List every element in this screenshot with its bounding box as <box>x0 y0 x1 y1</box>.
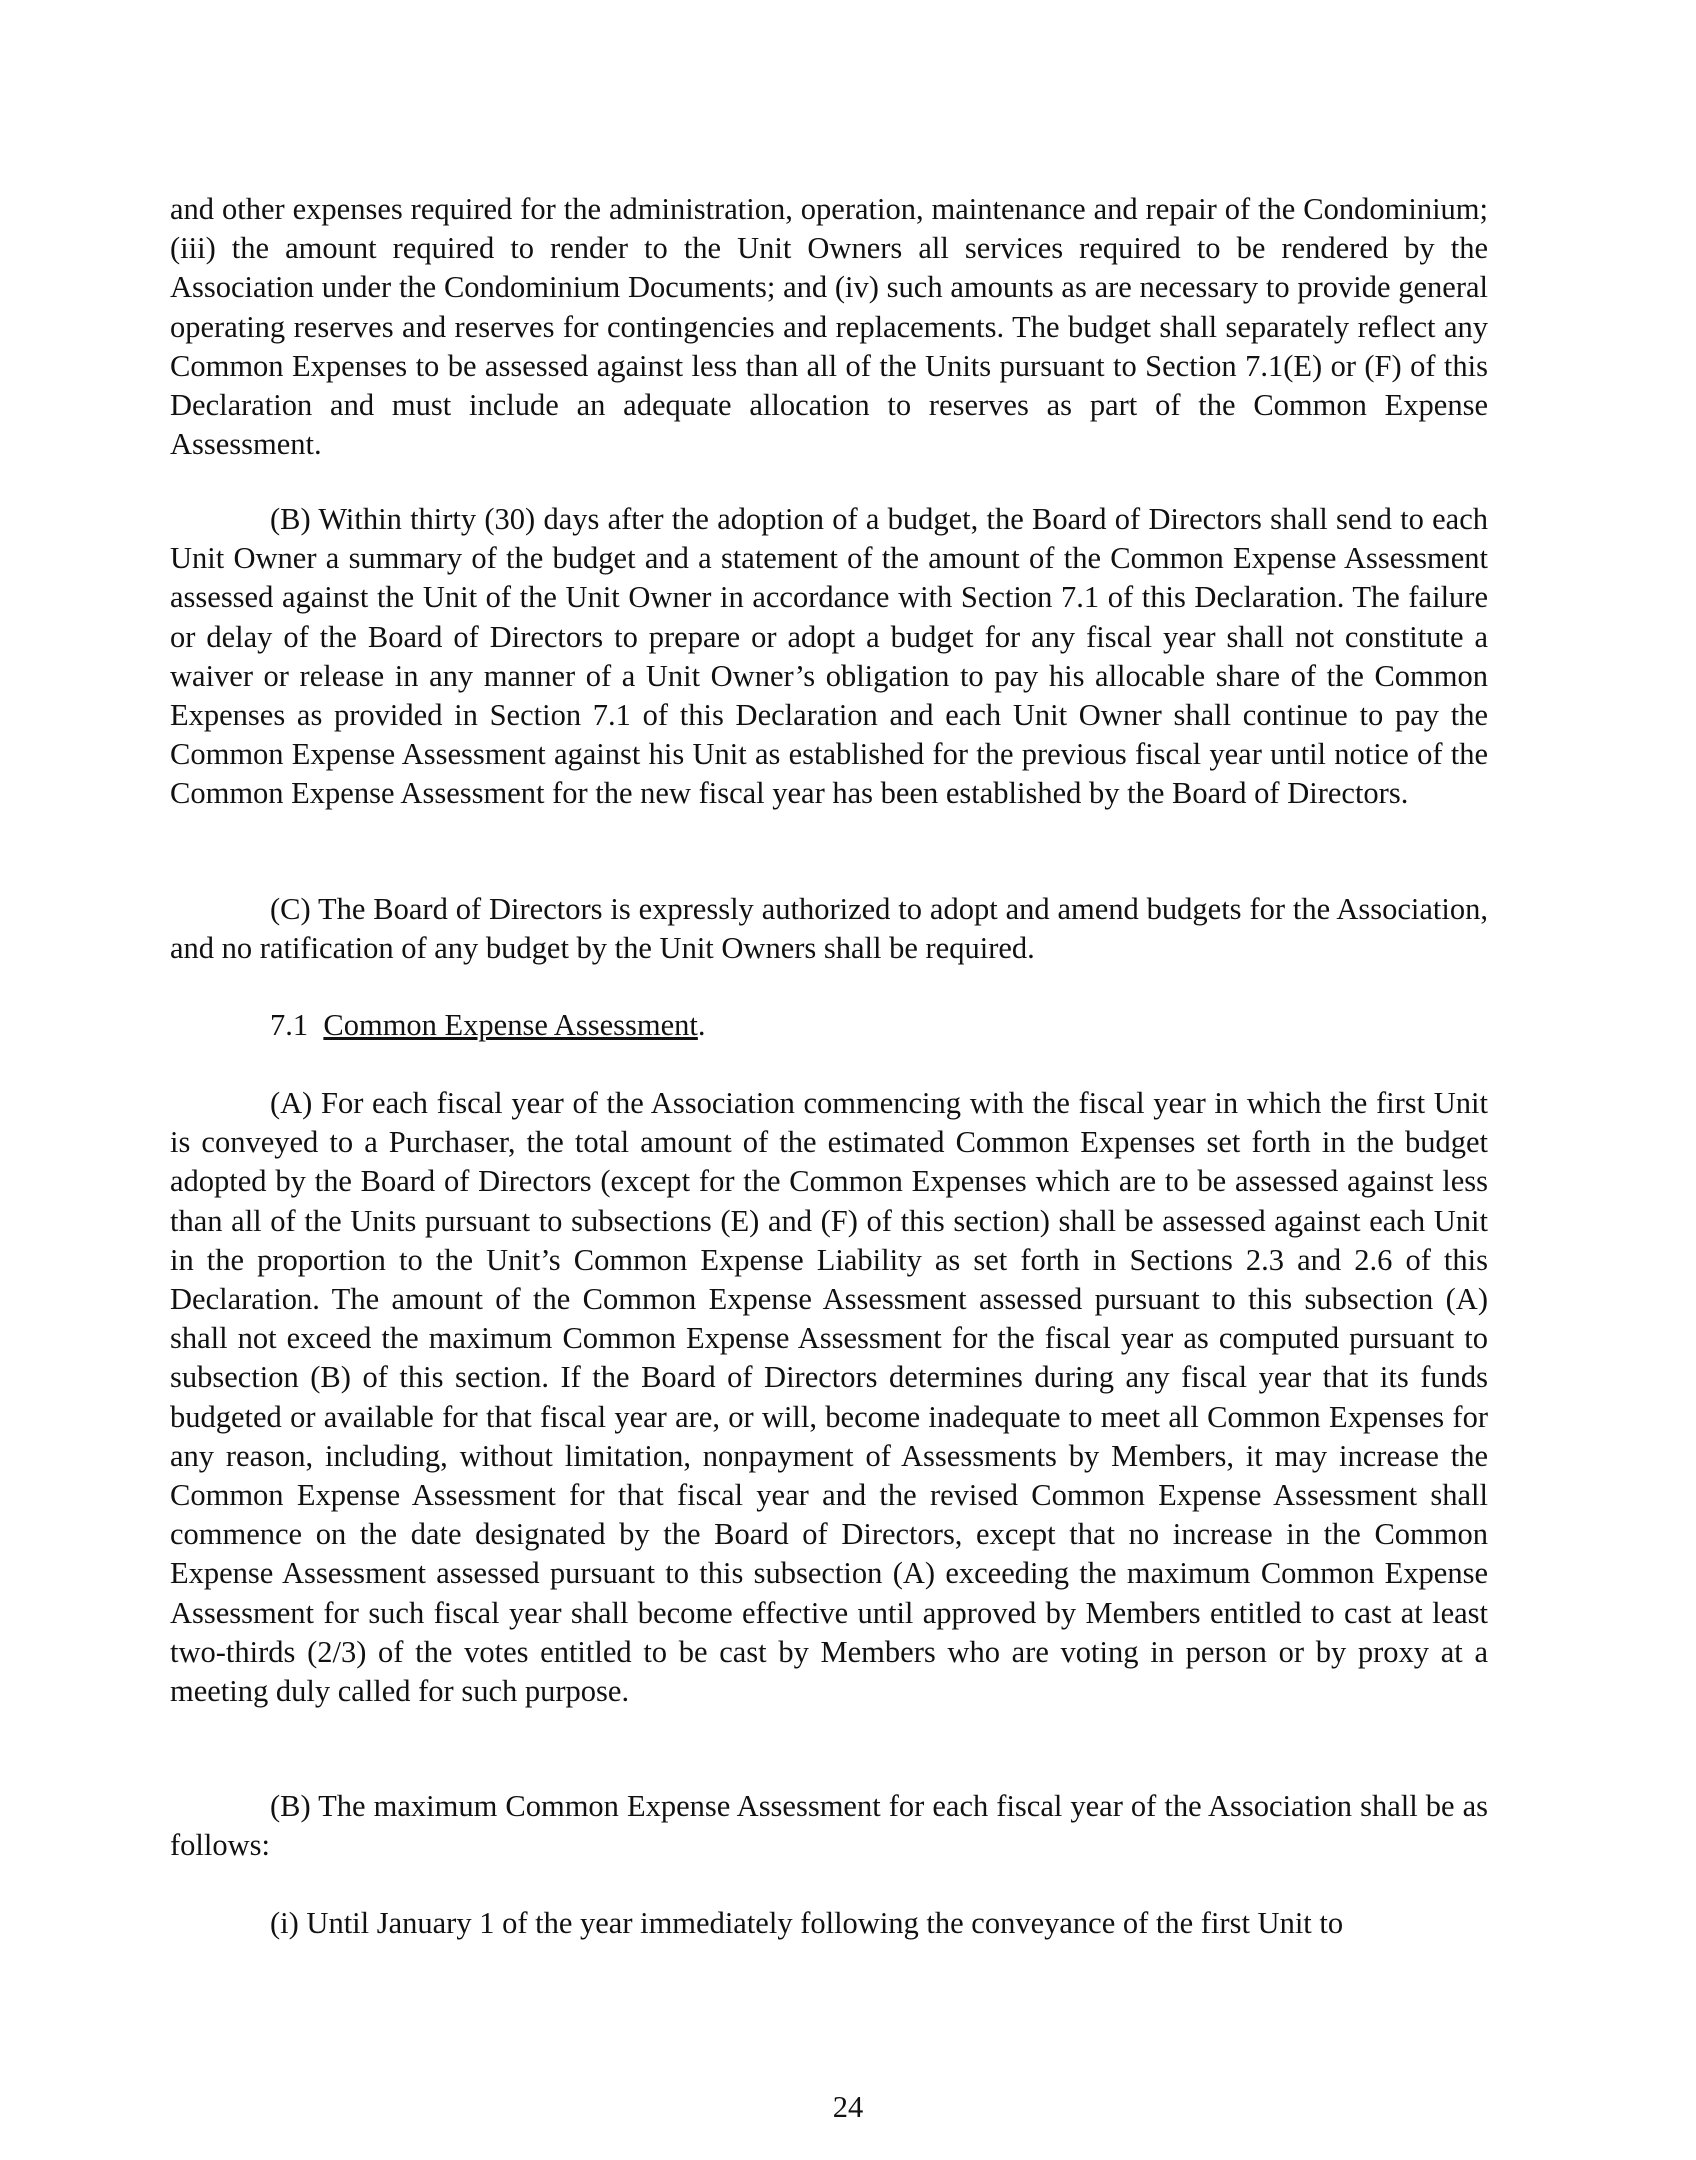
section-heading-7-1 <box>270 1006 705 1045</box>
paragraph-i-until-january: (i) Until January 1 of the year immediately following the conveyance of the first Unit to <box>270 1906 1344 1940</box>
paragraph-b-maximum-assessment: (B) The maximum Common Expense Assessment for each fiscal year of the Association shall be as follows: <box>170 1789 1488 1863</box>
paragraph-b-budget-summary: (B) Within thirty (30) days after the adoption of a budget, the Board of Directors shall send to each Unit Owner a summary of the budget and a statement of the amount of the Common Expense Assessment assessed against the Unit of the Unit Owner in accordance with Section 7.1 of this Declaration. The failure or delay of the Board of Directors to prepare or adopt a budget for any fiscal year shall not constitute a waiver or release in any manner of a Unit Owner’s obligation to pay his allocable share of the Common Expenses as provided in Section 7.1 of this Declaration and each Unit Owner shall continue to pay the Common Expense Assessment against his Unit as established for the previous fiscal year until notice of the Common Expense Assessment for the new fiscal year has been established by the Board of Directors. <box>170 502 1488 811</box>
paragraph-budget-continuation: and other expenses required for the administration, operation, maintenance and repair of the Condominium; (iii) the amount required to render to the Unit Owners all services required to be rendered by the Association under the Condominium Documents; and (iv) such amounts as are necessary to provide general operating reserves and reserves for contingencies and replacements. The budget shall separately reflect any Common Expenses to be assessed against less than all of the Units pursuant to Section 7.1(E) or (F) of this Declaration and must include an adequate allocation to reserves as part of the Common Expense Assessment. <box>170 192 1488 462</box>
section-number: 7.1 <box>270 1008 309 1042</box>
page-number: 24 <box>832 2090 864 2124</box>
paragraph-a-common-expense-assessment: (A) For each fiscal year of the Association commencing with the fiscal year in which the first Unit is conveyed to a Purchaser, the total amount of the estimated Common Expenses set forth in the budget adopted by the Board of Directors (except for the Common Expenses which are to be assessed against less than all of the Units pursuant to subsections (E) and (F) of this section) shall be assessed against each Unit in the proportion to the Unit’s Common Expense Liability as set forth in Sections 2.3 and 2.6 of this Declaration. The amount of the Common Expense Assessment assessed pursuant to this subsection (A) shall not exceed the maximum Common Expense Assessment for the fiscal year as computed pursuant to subsection (B) of this section. If the Board of Directors determines during any fiscal year that its funds budgeted or available for that fiscal year are, or will, become inadequate to meet all Common Expenses for any reason, including, without limitation, nonpayment of Assessments by Members, it may increase the Common Expense Assessment for that fiscal year and the revised Common Expense Assessment shall commence on the date designated by the Board of Directors, except that no increase in the Common Expense Assessment assessed pursuant to this subsection (A) exceeding the maximum Common Expense Assessment for such fiscal year shall become effective until approved by Members entitled to cast at least two-thirds (2/3) of the votes entitled to be cast by Members who are voting in person or by proxy at a meeting duly called for such purpose. <box>170 1086 1488 1709</box>
section-title-period: . <box>697 1008 706 1042</box>
paragraph-c-board-authority: (C) The Board of Directors is expressly authorized to adopt and amend budgets for the Association, and no ratification of any budget by the Unit Owners shall be required. <box>170 892 1488 966</box>
section-title: Common Expense Assessment <box>323 1008 698 1042</box>
